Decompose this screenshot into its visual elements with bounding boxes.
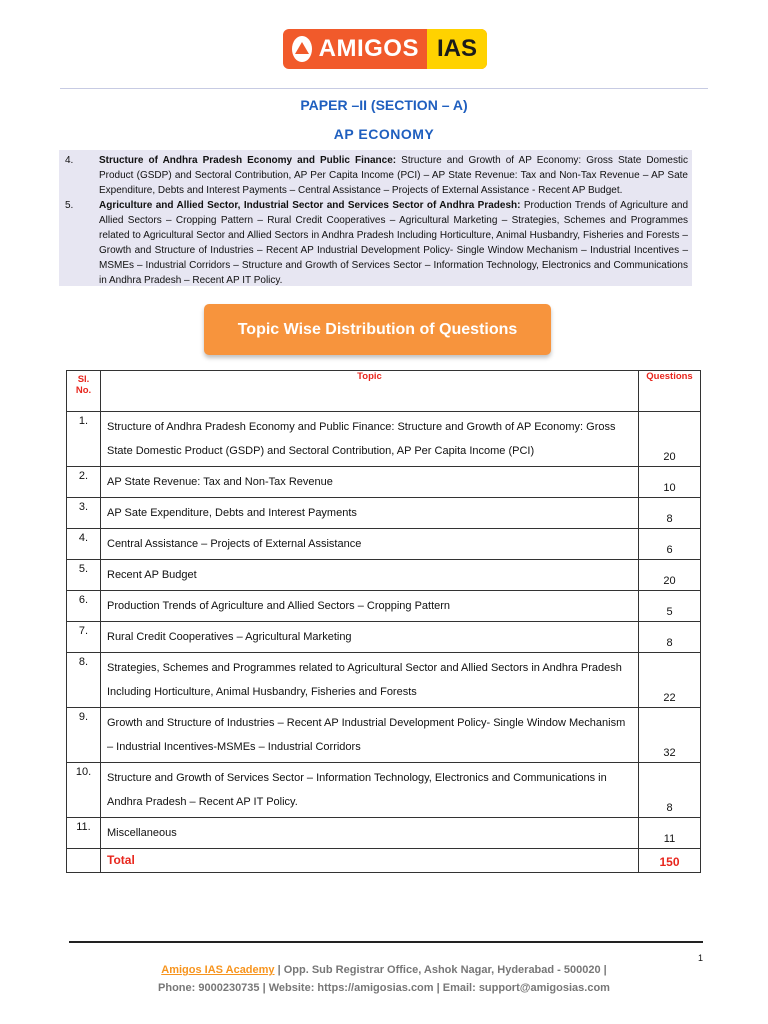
row-questions: 5 xyxy=(639,591,701,622)
row-number: 11. xyxy=(67,818,101,849)
syllabus-text xyxy=(99,198,688,288)
total-row xyxy=(67,849,701,873)
address-text: | Opp. Sub Registrar Office, Ashok Nagar, Hyderabad - 500020 | xyxy=(274,964,607,976)
row-questions: 20 xyxy=(639,412,701,467)
logo-ias-text: IAS xyxy=(427,29,487,69)
row-number: 7. xyxy=(67,622,101,653)
row-number: 8. xyxy=(67,653,101,708)
syllabus-heading: Agriculture and Allied Sector, Industrial Sector and Services Sector of Andhra Pradesh: xyxy=(99,200,521,211)
row-questions: 8 xyxy=(639,763,701,818)
table-row xyxy=(67,818,701,849)
banner-label: Topic Wise Distribution of Questions xyxy=(237,320,518,338)
logo-amigos-text: AMIGOS xyxy=(318,35,419,62)
syllabus-number: 4. xyxy=(65,155,74,166)
row-questions: 10 xyxy=(639,467,701,498)
row-number: 3. xyxy=(67,498,101,529)
row-questions: 11 xyxy=(639,818,701,849)
row-questions: 6 xyxy=(639,529,701,560)
syllabus-heading: Structure of Andhra Pradesh Economy and Public Finance: xyxy=(99,155,397,166)
syllabus-box xyxy=(59,150,692,286)
total-empty-cell xyxy=(67,849,101,873)
row-topic: Strategies, Schemes and Programmes related to Agricultural Sector and Allied Sectors in Andhra Pradesh Including Horticulture, Animal Husbandry, Fisheries and Forests xyxy=(101,653,639,708)
row-questions: 32 xyxy=(639,708,701,763)
paper-title: PAPER –II (SECTION – A) xyxy=(300,97,468,113)
table-row xyxy=(67,763,701,818)
row-number: 4. xyxy=(67,529,101,560)
topic-distribution-banner xyxy=(204,304,551,355)
table-row xyxy=(67,622,701,653)
academy-link[interactable]: Amigos IAS Academy xyxy=(161,964,275,976)
row-topic: AP Sate Expenditure, Debts and Interest Payments xyxy=(101,498,639,529)
row-questions: 8 xyxy=(639,498,701,529)
row-questions: 20 xyxy=(639,560,701,591)
header-divider xyxy=(60,88,708,89)
table-row xyxy=(67,529,701,560)
footer-divider xyxy=(69,941,703,943)
questions-table xyxy=(66,370,701,873)
row-number: 5. xyxy=(67,560,101,591)
row-topic: AP State Revenue: Tax and Non-Tax Revenue xyxy=(101,467,639,498)
row-number: 9. xyxy=(67,708,101,763)
row-topic: Growth and Structure of Industries – Recent AP Industrial Development Policy- Single Window Mechanism – Industrial Incentives-MSMEs – Industrial Corridors xyxy=(101,708,639,763)
syllabus-number: 5. xyxy=(65,200,74,211)
total-value: 150 xyxy=(639,849,701,873)
footer-address xyxy=(0,964,768,976)
table-row xyxy=(67,412,701,467)
table-row xyxy=(67,467,701,498)
page-number: 1 xyxy=(697,953,703,963)
header-sl-no: Sl. No. xyxy=(67,371,101,412)
syllabus-text xyxy=(99,153,688,198)
table-row xyxy=(67,653,701,708)
brand-logo xyxy=(283,29,487,69)
header-questions: Questions xyxy=(639,371,701,412)
row-questions: 22 xyxy=(639,653,701,708)
table-row xyxy=(67,708,701,763)
row-number: 6. xyxy=(67,591,101,622)
footer-contact: Phone: 9000230735 | Website: https://amigosias.com | Email: support@amigosias.com xyxy=(158,982,610,994)
total-label: Total xyxy=(101,849,639,873)
syllabus-body: Production Trends of Agriculture and Allied Sectors – Cropping Pattern – Rural Credit Cooperatives – Agricultural Marketing – Strategies, Schemes and Programmes related to Agricultural Sector and Allied Sectors in Andhra Pradesh Including Horticulture, Animal Husbandry, Fisheries and Forests – Growth and Structure of Industries – Recent AP Industrial Development Policy- Single Window Mechanism – Industrial Incentives – MSMEs – Industrial Corridors – Structure and Growth of Services Sector – Information Technology, Electronics and Communications in Andhra Pradesh – Recent AP IT Policy. xyxy=(99,200,689,286)
row-number: 2. xyxy=(67,467,101,498)
table-row xyxy=(67,560,701,591)
row-topic: Structure of Andhra Pradesh Economy and Public Finance: Structure and Growth of AP Economy: Gross State Domestic Product (GSDP) and Sectoral Contribution, AP Per Capita Income (PCI) xyxy=(101,412,639,467)
row-number: 10. xyxy=(67,763,101,818)
row-topic: Rural Credit Cooperatives – Agricultural Marketing xyxy=(101,622,639,653)
logo-triangle-icon xyxy=(292,36,312,62)
table-row xyxy=(67,498,701,529)
header-topic: Topic xyxy=(101,371,639,412)
row-topic: Miscellaneous xyxy=(101,818,639,849)
row-questions: 8 xyxy=(639,622,701,653)
row-topic: Central Assistance – Projects of External Assistance xyxy=(101,529,639,560)
row-topic: Production Trends of Agriculture and Allied Sectors – Cropping Pattern xyxy=(101,591,639,622)
subject-title: AP ECONOMY xyxy=(333,126,435,142)
table-row xyxy=(67,591,701,622)
row-topic: Structure and Growth of Services Sector – Information Technology, Electronics and Communications in Andhra Pradesh – Recent AP IT Policy. xyxy=(101,763,639,818)
syllabus-body: Structure and Growth of AP Economy: Gross State Domestic Product (GSDP) and Sectoral Contribution, AP Per Capita Income (PCI) – AP State Revenue: Tax and Non-Tax Revenue – AP Sate Expenditure, Debts and Interest Payments – Central Assistance – Projects of External Assistance - Recent AP Budget. xyxy=(99,155,688,196)
row-number: 1. xyxy=(67,412,101,467)
table-header-row xyxy=(67,371,701,412)
row-topic: Recent AP Budget xyxy=(101,560,639,591)
